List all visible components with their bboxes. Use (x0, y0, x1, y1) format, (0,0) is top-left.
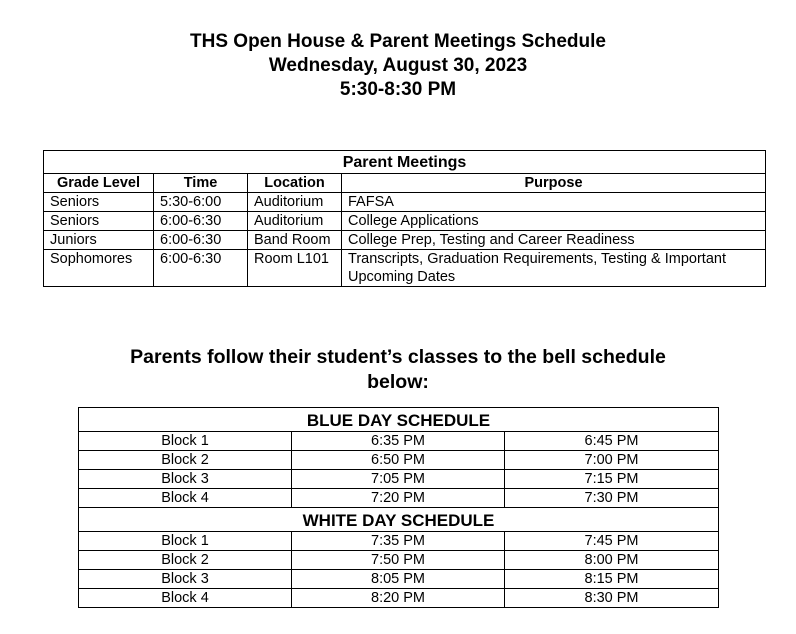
block-cell: Block 1 (79, 432, 292, 451)
table-row (79, 451, 719, 470)
end-time-cell: 7:00 PM (505, 451, 719, 470)
column-header-time: Time (154, 174, 248, 193)
start-time-cell: 7:05 PM (292, 470, 505, 489)
start-time-cell: 7:35 PM (292, 532, 505, 551)
table-row (79, 470, 719, 489)
location-cell: Band Room (248, 231, 342, 250)
time-cell: 6:00-6:30 (154, 231, 248, 250)
start-time-cell: 7:50 PM (292, 551, 505, 570)
end-time-cell: 7:15 PM (505, 470, 719, 489)
time-cell: 6:00-6:30 (154, 250, 248, 287)
location-cell: Auditorium (248, 193, 342, 212)
schedule-title-row (79, 508, 719, 532)
event-time: 5:30-8:30 PM (339, 79, 457, 100)
end-time-cell: 7:30 PM (505, 489, 719, 508)
purpose-cell: FAFSA (342, 193, 766, 212)
column-header-grade: Grade Level (44, 174, 154, 193)
page-header (0, 30, 796, 102)
end-time-cell: 8:00 PM (505, 551, 719, 570)
table-row (79, 589, 719, 608)
table-row (44, 212, 766, 231)
page-title: THS Open House & Parent Meetings Schedule (190, 31, 606, 52)
purpose-cell: College Applications (342, 212, 766, 231)
table-header-row (44, 174, 766, 193)
table-row (44, 231, 766, 250)
block-cell: Block 3 (79, 570, 292, 589)
table-row (79, 432, 719, 451)
table-caption-row (44, 151, 766, 174)
grade-cell: Juniors (44, 231, 154, 250)
start-time-cell: 7:20 PM (292, 489, 505, 508)
start-time-cell: 8:05 PM (292, 570, 505, 589)
parent-meetings-title: Parent Meetings (44, 151, 766, 174)
instructions-text: Parents follow their student’s classes to the bell schedule below: (130, 346, 666, 393)
blue-day-title: BLUE DAY SCHEDULE (79, 408, 719, 432)
schedule-title-row (79, 408, 719, 432)
grade-cell: Seniors (44, 193, 154, 212)
bell-schedule-instructions (0, 345, 796, 395)
grade-cell: Sophomores (44, 250, 154, 287)
time-cell: 5:30-6:00 (154, 193, 248, 212)
end-time-cell: 8:15 PM (505, 570, 719, 589)
purpose-cell: College Prep, Testing and Career Readiness (342, 231, 766, 250)
event-date: Wednesday, August 30, 2023 (268, 55, 528, 76)
block-cell: Block 2 (79, 551, 292, 570)
start-time-cell: 8:20 PM (292, 589, 505, 608)
column-header-purpose: Purpose (342, 174, 766, 193)
grade-cell: Seniors (44, 212, 154, 231)
start-time-cell: 6:50 PM (292, 451, 505, 470)
table-row (44, 193, 766, 212)
block-cell: Block 4 (79, 589, 292, 608)
end-time-cell: 6:45 PM (505, 432, 719, 451)
block-cell: Block 1 (79, 532, 292, 551)
block-cell: Block 3 (79, 470, 292, 489)
table-row (79, 532, 719, 551)
end-time-cell: 7:45 PM (505, 532, 719, 551)
time-cell: 6:00-6:30 (154, 212, 248, 231)
block-cell: Block 4 (79, 489, 292, 508)
table-row (79, 489, 719, 508)
table-row (79, 570, 719, 589)
parent-meetings-table (43, 150, 766, 287)
bell-schedule-table (78, 407, 719, 608)
end-time-cell: 8:30 PM (505, 589, 719, 608)
column-header-location: Location (248, 174, 342, 193)
white-day-title: WHITE DAY SCHEDULE (79, 508, 719, 532)
table-row (79, 551, 719, 570)
table-row (44, 250, 766, 287)
location-cell: Room L101 (248, 250, 342, 287)
block-cell: Block 2 (79, 451, 292, 470)
location-cell: Auditorium (248, 212, 342, 231)
start-time-cell: 6:35 PM (292, 432, 505, 451)
purpose-cell: Transcripts, Graduation Requirements, Testing & Important Upcoming Dates (342, 250, 766, 287)
